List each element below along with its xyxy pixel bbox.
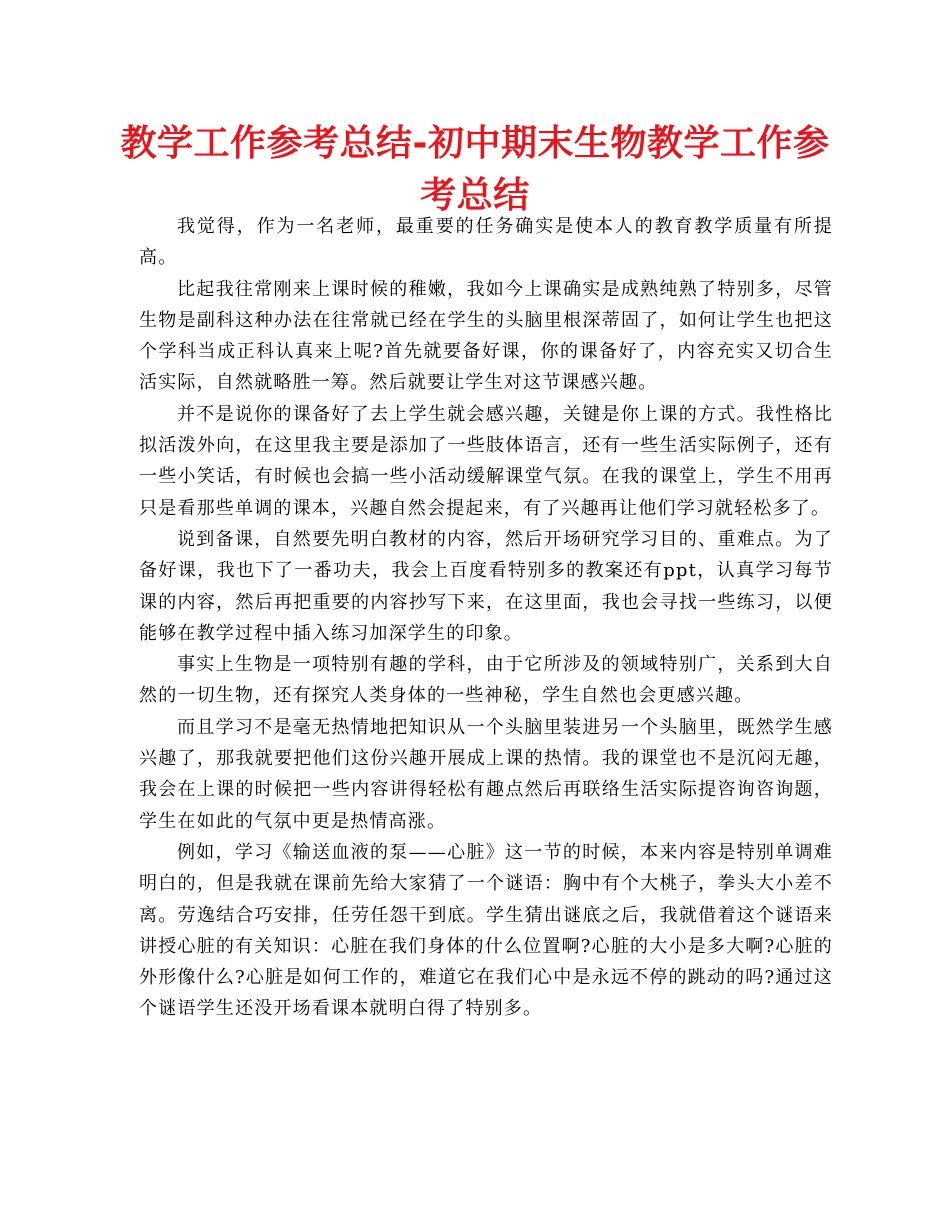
paragraph-7: 例如，学习《输送血液的泵——心脏》这一节的时候，本来内容是特别单调难明白的，但是我就在课前先给大家猜了一个谜语：胸中有个大桃子，拳头大小差不离。劳逸结合巧安排，任劳任怨干到底。学生猜出谜底之后，我就借着这个谜语来讲授心脏的有关知识：心脏在我们身体的什么位置啊?心脏的大小是多大啊?心脏的外形像什么?心脏是如何工作的，难道它在我们心中是永远不停的跳动的吗?通过这个谜语学生还没开场看课本就明白得了特别多。: [139, 841, 833, 1020]
paragraph-3: 并不是说你的课备好了去上学生就会感兴趣，关键是你上课的方式。我性格比拟活泼外向，在这里我主要是添加了一些肢体语言，还有一些生活实际例子，还有一些小笑话，有时候也会搞一些小活动缓解课堂气氛。在我的课堂上，学生不用再只是看那些单调的课本，兴趣自然会提起来，有了兴趣再让他们学习就轻松多了。: [139, 403, 833, 519]
paragraph-2: 比起我往常刚来上课时候的稚嫩，我如今上课确实是成熟纯熟了特别多，尽管生物是副科这种办法在往常就已经在学生的头脑里根深蒂固了，如何让学生也把这个学科当成正科认真来上呢?首先就要备好课，你的课备好了，内容充实又切合生活实际，自然就略胜一筹。然后就要让学生对这节课感兴趣。: [139, 278, 833, 394]
document-body: [139, 211, 833, 1025]
document-title: 教学工作参考总结-初中期末生物教学工作参考总结: [120, 123, 830, 216]
paragraph-5: 事实上生物是一项特别有趣的学科，由于它所涉及的领域特别广，关系到大自然的一切生物，还有探究人类身体的一些神秘，学生自然也会更感兴趣。: [139, 654, 833, 707]
paragraph-1: 我觉得，作为一名老师，最重要的任务确实是使本人的教育教学质量有所提高。: [139, 216, 833, 269]
paragraph-6: 而且学习不是毫无热情地把知识从一个头脑里装进另一个头脑里，既然学生感兴趣了，那我就要把他们这份兴趣开展成上课的热情。我的课堂也不是沉闷无趣，我会在上课的时候把一些内容讲得轻松有趣点然后再联络生活实际提咨询咨询题，学生在如此的气氛中更是热情高涨。: [139, 716, 833, 832]
paragraph-4: 说到备课，自然要先明白教材的内容，然后开场研究学习目的、重难点。为了备好课，我也下了一番功夫，我会上百度看特别多的教案还有ppt，认真学习每节课的内容，然后再把重要的内容抄写下来，在这里面，我也会寻找一些练习，以便能够在教学过程中插入练习加深学生的印象。: [139, 528, 833, 644]
